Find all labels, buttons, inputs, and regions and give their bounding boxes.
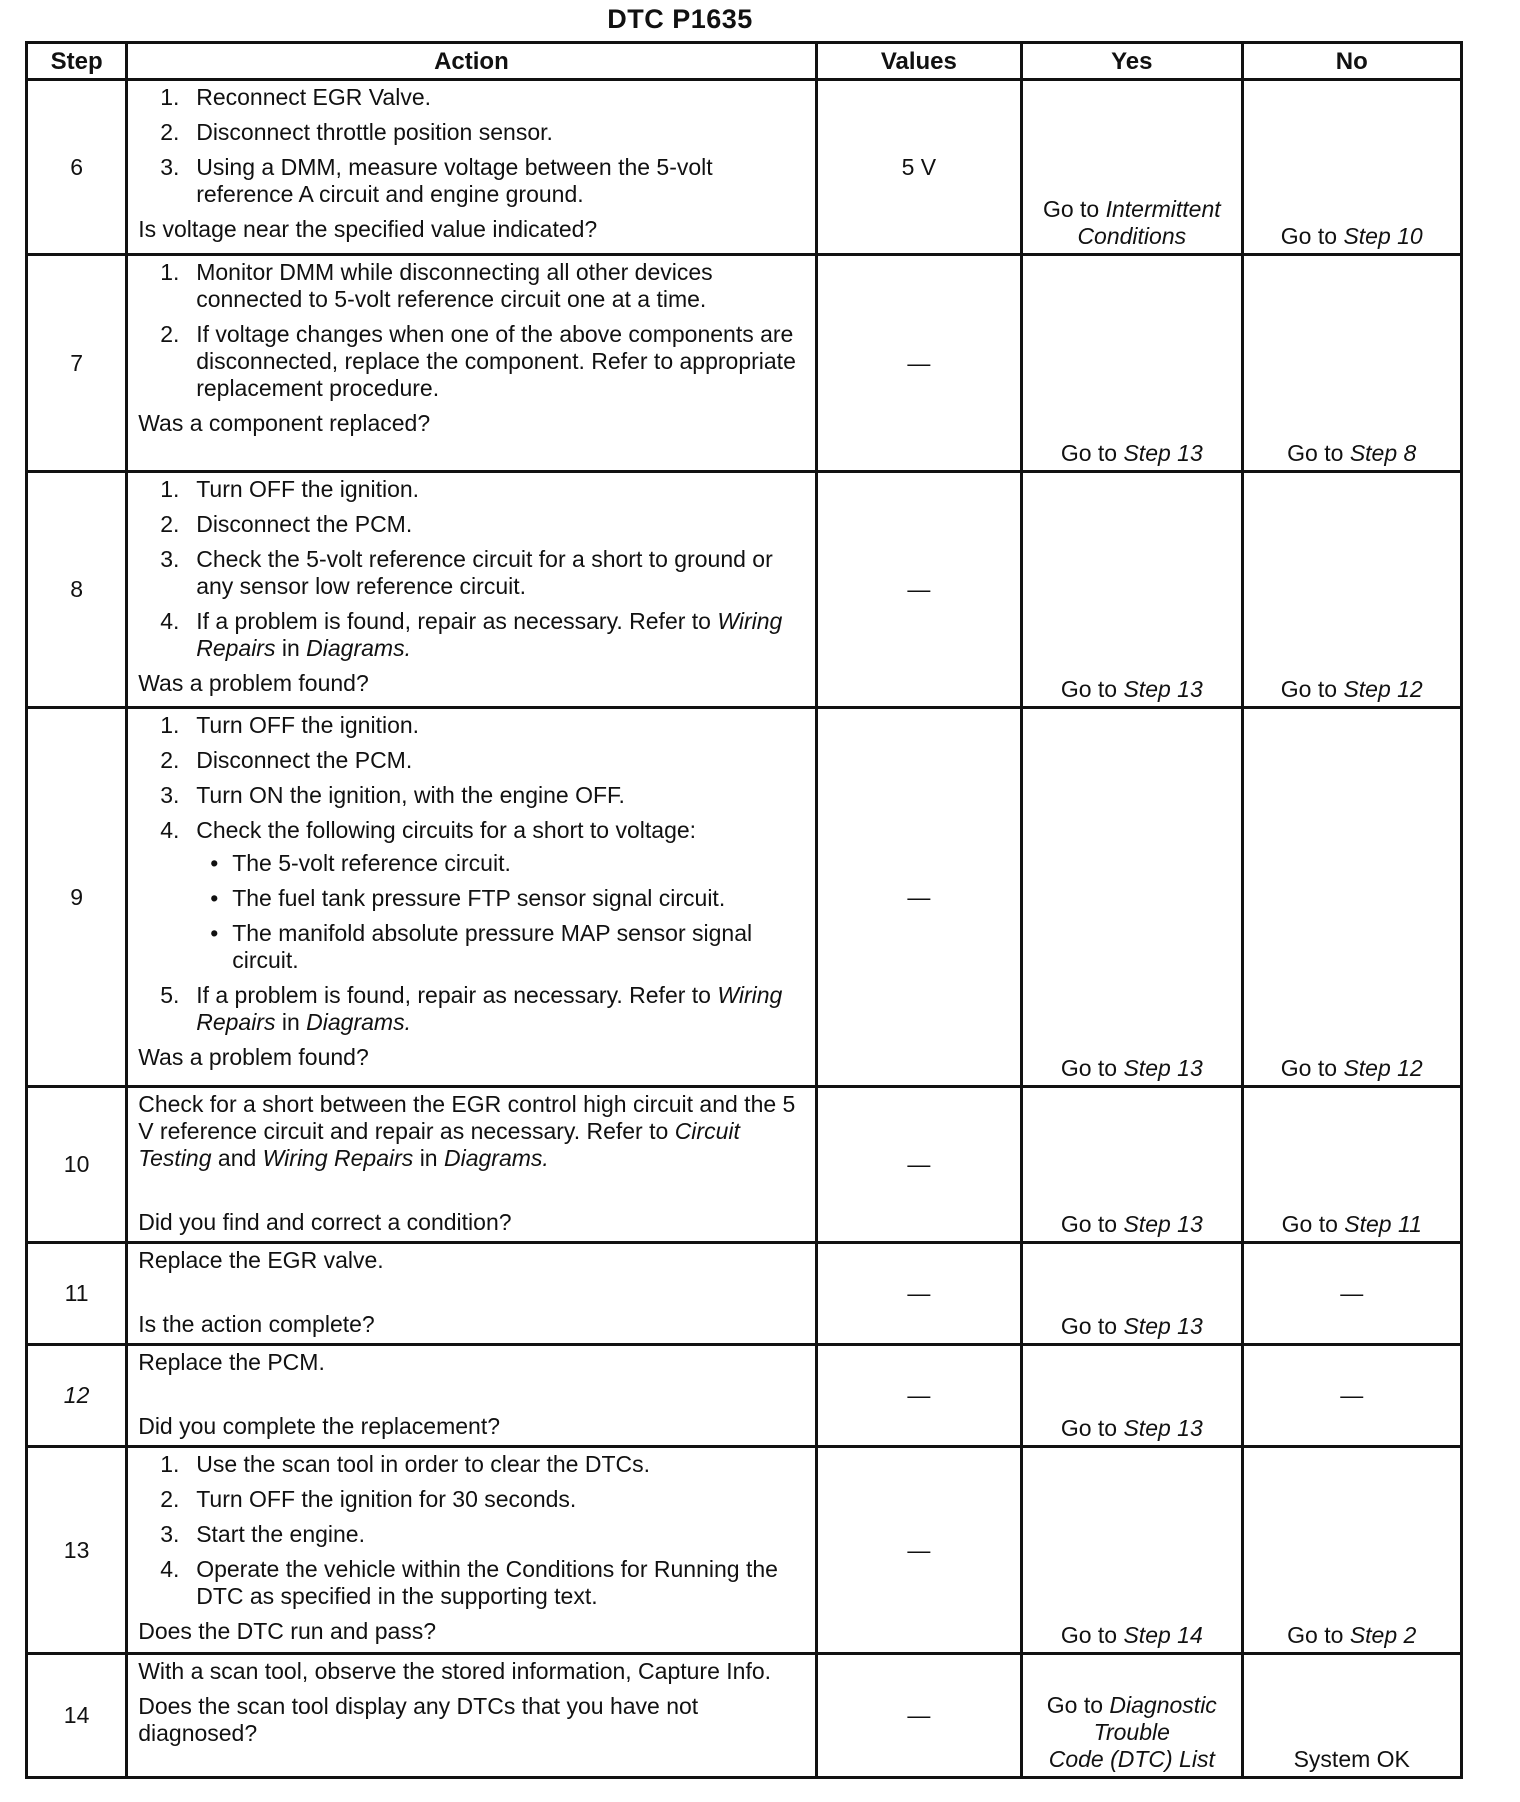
action-cell — [127, 1345, 816, 1447]
list-item — [138, 546, 808, 600]
no-ref: Step 8 — [1349, 440, 1417, 466]
list-item — [138, 321, 808, 402]
item-number: 1. — [160, 259, 180, 285]
diagnostic-table — [25, 41, 1463, 1779]
yes-cell — [1022, 472, 1242, 708]
step-number: 9 — [27, 708, 127, 1087]
ref-connector: in — [281, 1009, 300, 1035]
question: Is the action complete? — [138, 1311, 375, 1337]
yes-cell — [1022, 1447, 1242, 1654]
value-cell: — — [816, 255, 1021, 472]
bullet-item — [196, 920, 808, 974]
value-cell: — — [816, 1345, 1021, 1447]
value-cell: 5 V — [816, 80, 1021, 255]
table-row — [27, 255, 1462, 472]
item-number: 3. — [160, 546, 180, 572]
item-number: 1. — [160, 712, 180, 738]
yes-ref: Trouble — [1093, 1719, 1170, 1745]
item-number: 4. — [160, 817, 180, 843]
action-cell — [127, 1654, 816, 1778]
list-item — [138, 608, 808, 662]
table-row — [27, 1447, 1462, 1654]
no-ref: Step 12 — [1343, 1055, 1423, 1081]
action-cell — [127, 472, 816, 708]
step-number: 11 — [27, 1243, 127, 1345]
no-prefix: Go to — [1287, 440, 1344, 466]
no-ref: Step 10 — [1343, 223, 1423, 249]
no-cell — [1242, 1447, 1461, 1654]
no-ref: Step 11 — [1344, 1211, 1422, 1237]
question: Was a component replaced? — [138, 410, 431, 436]
list-item — [138, 259, 808, 313]
action-cell — [127, 255, 816, 472]
list-item — [138, 154, 808, 208]
bullet-text: The fuel tank pressure FTP sensor signal circuit. — [232, 885, 726, 911]
yes-ref: Intermittent Conditions — [1077, 196, 1221, 249]
item-text: If a problem is found, repair as necessary. Refer to — [196, 608, 711, 634]
no-prefix: Go to — [1281, 1211, 1338, 1237]
item-text: Reconnect EGR Valve. — [196, 84, 431, 110]
no-prefix: Go to — [1280, 676, 1338, 702]
yes-prefix: Go to — [1042, 196, 1100, 222]
list-item — [138, 747, 808, 774]
list-item — [138, 817, 808, 974]
item-number: 1. — [160, 476, 180, 502]
yes-prefix: Go to — [1046, 1692, 1104, 1718]
step-number: 6 — [27, 80, 127, 255]
step-number: 7 — [27, 255, 127, 472]
action-cell — [127, 1243, 816, 1345]
bullet-item — [196, 885, 808, 912]
yes-prefix: Go to — [1060, 1055, 1118, 1081]
item-text: Turn ON the ignition, with the engine OFF. — [196, 782, 625, 808]
step-number: 13 — [27, 1447, 127, 1654]
item-number: 2. — [160, 1486, 180, 1512]
item-text: Disconnect throttle position sensor. — [196, 119, 553, 145]
step-number: 14 — [27, 1654, 127, 1778]
table-row — [27, 1654, 1462, 1778]
yes-ref: Code (DTC) List — [1048, 1746, 1215, 1772]
page-title: DTC P1635 — [607, 4, 753, 34]
no-cell — [1242, 80, 1461, 255]
ref-connector: in — [419, 1145, 438, 1171]
list-item — [138, 476, 808, 503]
item-number: 2. — [160, 511, 180, 537]
no-ref: Step 2 — [1349, 1622, 1417, 1648]
question: Was a problem found? — [138, 1044, 369, 1070]
bullet-icon: • — [210, 885, 219, 911]
item-number: 1. — [160, 1451, 180, 1477]
list-item — [138, 982, 808, 1036]
header-step: Step — [27, 43, 127, 80]
item-number: 4. — [160, 608, 180, 634]
action-cell — [127, 1087, 816, 1243]
yes-ref: Diagnostic — [1109, 1692, 1217, 1718]
item-text: Turn OFF the ignition. — [196, 712, 420, 738]
step-number: 12 — [27, 1345, 127, 1447]
value-cell: — — [816, 1447, 1021, 1654]
no-cell: — — [1242, 1243, 1461, 1345]
yes-prefix: Go to — [1060, 1313, 1118, 1339]
action-list — [138, 1451, 808, 1610]
yes-ref: Step 13 — [1123, 440, 1203, 466]
item-number: 2. — [160, 321, 180, 347]
yes-ref: Step 13 — [1123, 1313, 1203, 1339]
no-cell — [1242, 708, 1461, 1087]
no-prefix: Go to — [1280, 223, 1338, 249]
action-cell — [127, 708, 816, 1087]
item-text: Use the scan tool in order to clear the DTCs. — [196, 1451, 651, 1477]
no-cell — [1242, 1087, 1461, 1243]
bullet-text: The manifold absolute pressure MAP sensor signal circuit. — [232, 920, 753, 973]
value-cell: — — [816, 1243, 1021, 1345]
no-prefix: Go to — [1280, 1055, 1338, 1081]
ref-connector: in — [281, 635, 300, 661]
item-text: Operate the vehicle within the Conditions for Running the DTC as specified in the supporting text. — [196, 1556, 778, 1609]
yes-prefix: Go to — [1060, 676, 1118, 702]
yes-ref: Step 14 — [1123, 1622, 1203, 1648]
item-text: Using a DMM, measure voltage between the 5-volt reference A circuit and engine ground. — [196, 154, 713, 207]
yes-prefix: Go to — [1060, 440, 1118, 466]
item-text: Check the 5-volt reference circuit for a short to ground or any sensor low reference circuit. — [196, 546, 773, 599]
action-list — [138, 712, 808, 1036]
item-number: 5. — [160, 982, 180, 1008]
yes-ref: Step 13 — [1123, 1055, 1203, 1081]
yes-ref: Step 13 — [1123, 1415, 1203, 1441]
table-row — [27, 1345, 1462, 1447]
action-text: Replace the PCM. — [138, 1349, 325, 1375]
item-text: Disconnect the PCM. — [196, 747, 413, 773]
yes-cell — [1022, 1654, 1242, 1778]
list-item — [138, 1556, 808, 1610]
yes-cell — [1022, 1345, 1242, 1447]
no-cell — [1242, 472, 1461, 708]
action-text: With a scan tool, observe the stored information, Capture Info. — [138, 1658, 772, 1684]
yes-cell — [1022, 80, 1242, 255]
item-number: 1. — [160, 84, 180, 110]
no-prefix: Go to — [1287, 1622, 1344, 1648]
step-number: 8 — [27, 472, 127, 708]
list-item — [138, 782, 808, 809]
no-cell: System OK — [1242, 1654, 1461, 1778]
table-row — [27, 80, 1462, 255]
value-cell: — — [816, 708, 1021, 1087]
header-yes: Yes — [1022, 43, 1242, 80]
header-values: Values — [816, 43, 1021, 80]
action-list — [138, 476, 808, 662]
item-text: Disconnect the PCM. — [196, 511, 413, 537]
item-number: 3. — [160, 154, 180, 180]
yes-cell — [1022, 1243, 1242, 1345]
item-text: If voltage changes when one of the above components are disconnected, replace the component. Refer to appropriate replacement procedure. — [196, 321, 796, 401]
step-number: 10 — [27, 1087, 127, 1243]
list-item — [138, 1451, 808, 1478]
question: Did you complete the replacement? — [138, 1413, 501, 1439]
diagrams-ref: Diagrams. — [443, 1145, 549, 1171]
yes-ref: Step 13 — [1123, 676, 1203, 702]
list-item — [138, 1521, 808, 1548]
item-number: 3. — [160, 782, 180, 808]
header-row — [27, 43, 1462, 80]
no-cell: — — [1242, 1345, 1461, 1447]
no-cell — [1242, 255, 1461, 472]
action-cell — [127, 1447, 816, 1654]
item-text: Turn OFF the ignition. — [196, 476, 420, 502]
value-cell: — — [816, 472, 1021, 708]
bullet-icon: • — [210, 920, 219, 946]
question: Did you find and correct a condition? — [138, 1209, 512, 1235]
wiring-repairs-ref: Wiring Repairs — [262, 1145, 414, 1171]
question: Does the DTC run and pass? — [138, 1618, 437, 1644]
bullet-item — [196, 850, 808, 877]
yes-prefix: Go to — [1060, 1211, 1118, 1237]
item-text: Start the engine. — [196, 1521, 365, 1547]
header-no: No — [1242, 43, 1461, 80]
item-text: Monitor DMM while disconnecting all other devices connected to 5-volt reference circuit one at a time. — [196, 259, 713, 312]
question: Was a problem found? — [138, 670, 369, 696]
item-number: 4. — [160, 1556, 180, 1582]
list-item — [138, 119, 808, 146]
value-cell: — — [816, 1654, 1021, 1778]
bullet-icon: • — [210, 850, 219, 876]
item-text: Turn OFF the ignition for 30 seconds. — [196, 1486, 577, 1512]
yes-prefix: Go to — [1060, 1415, 1118, 1441]
yes-cell — [1022, 708, 1242, 1087]
header-action: Action — [127, 43, 816, 80]
table-row — [27, 708, 1462, 1087]
list-item — [138, 712, 808, 739]
table-row — [27, 1243, 1462, 1345]
paragraph-text: Check for a short between the EGR control high circuit and the 5 V reference circuit and repair as necessary. Refer to — [138, 1091, 796, 1144]
action-text — [138, 1091, 808, 1172]
yes-ref: Step 13 — [1123, 1211, 1203, 1237]
list-item — [138, 1486, 808, 1513]
list-item — [138, 511, 808, 538]
table-row — [27, 472, 1462, 708]
item-number: 3. — [160, 1521, 180, 1547]
circuit-testing-ref: Circuit Testing — [138, 1118, 740, 1171]
value-cell: — — [816, 1087, 1021, 1243]
bullet-text: The 5-volt reference circuit. — [232, 850, 511, 876]
ref-connector: and — [217, 1145, 257, 1171]
question: Does the scan tool display any DTCs that you have not diagnosed? — [138, 1693, 699, 1746]
diagrams-ref: Diagrams. — [306, 635, 411, 661]
item-number: 2. — [160, 747, 180, 773]
yes-cell — [1022, 255, 1242, 472]
yes-prefix: Go to — [1060, 1622, 1118, 1648]
bullet-list — [196, 850, 808, 974]
item-number: 2. — [160, 119, 180, 145]
action-cell — [127, 80, 816, 255]
yes-cell — [1022, 1087, 1242, 1243]
action-text: Replace the EGR valve. — [138, 1247, 384, 1273]
no-ref: Step 12 — [1343, 676, 1423, 702]
diagrams-ref: Diagrams. — [306, 1009, 411, 1035]
list-item — [138, 84, 808, 111]
action-list — [138, 84, 808, 208]
wiring-repairs-ref: Wiring Repairs — [196, 982, 783, 1035]
question: Is voltage near the specified value indicated? — [138, 216, 598, 242]
item-text: Check the following circuits for a short to voltage: — [196, 817, 697, 843]
wiring-repairs-ref: Wiring Repairs — [196, 608, 783, 661]
item-text: If a problem is found, repair as necessary. Refer to — [196, 982, 711, 1008]
table-row — [27, 1087, 1462, 1243]
action-list — [138, 259, 808, 402]
